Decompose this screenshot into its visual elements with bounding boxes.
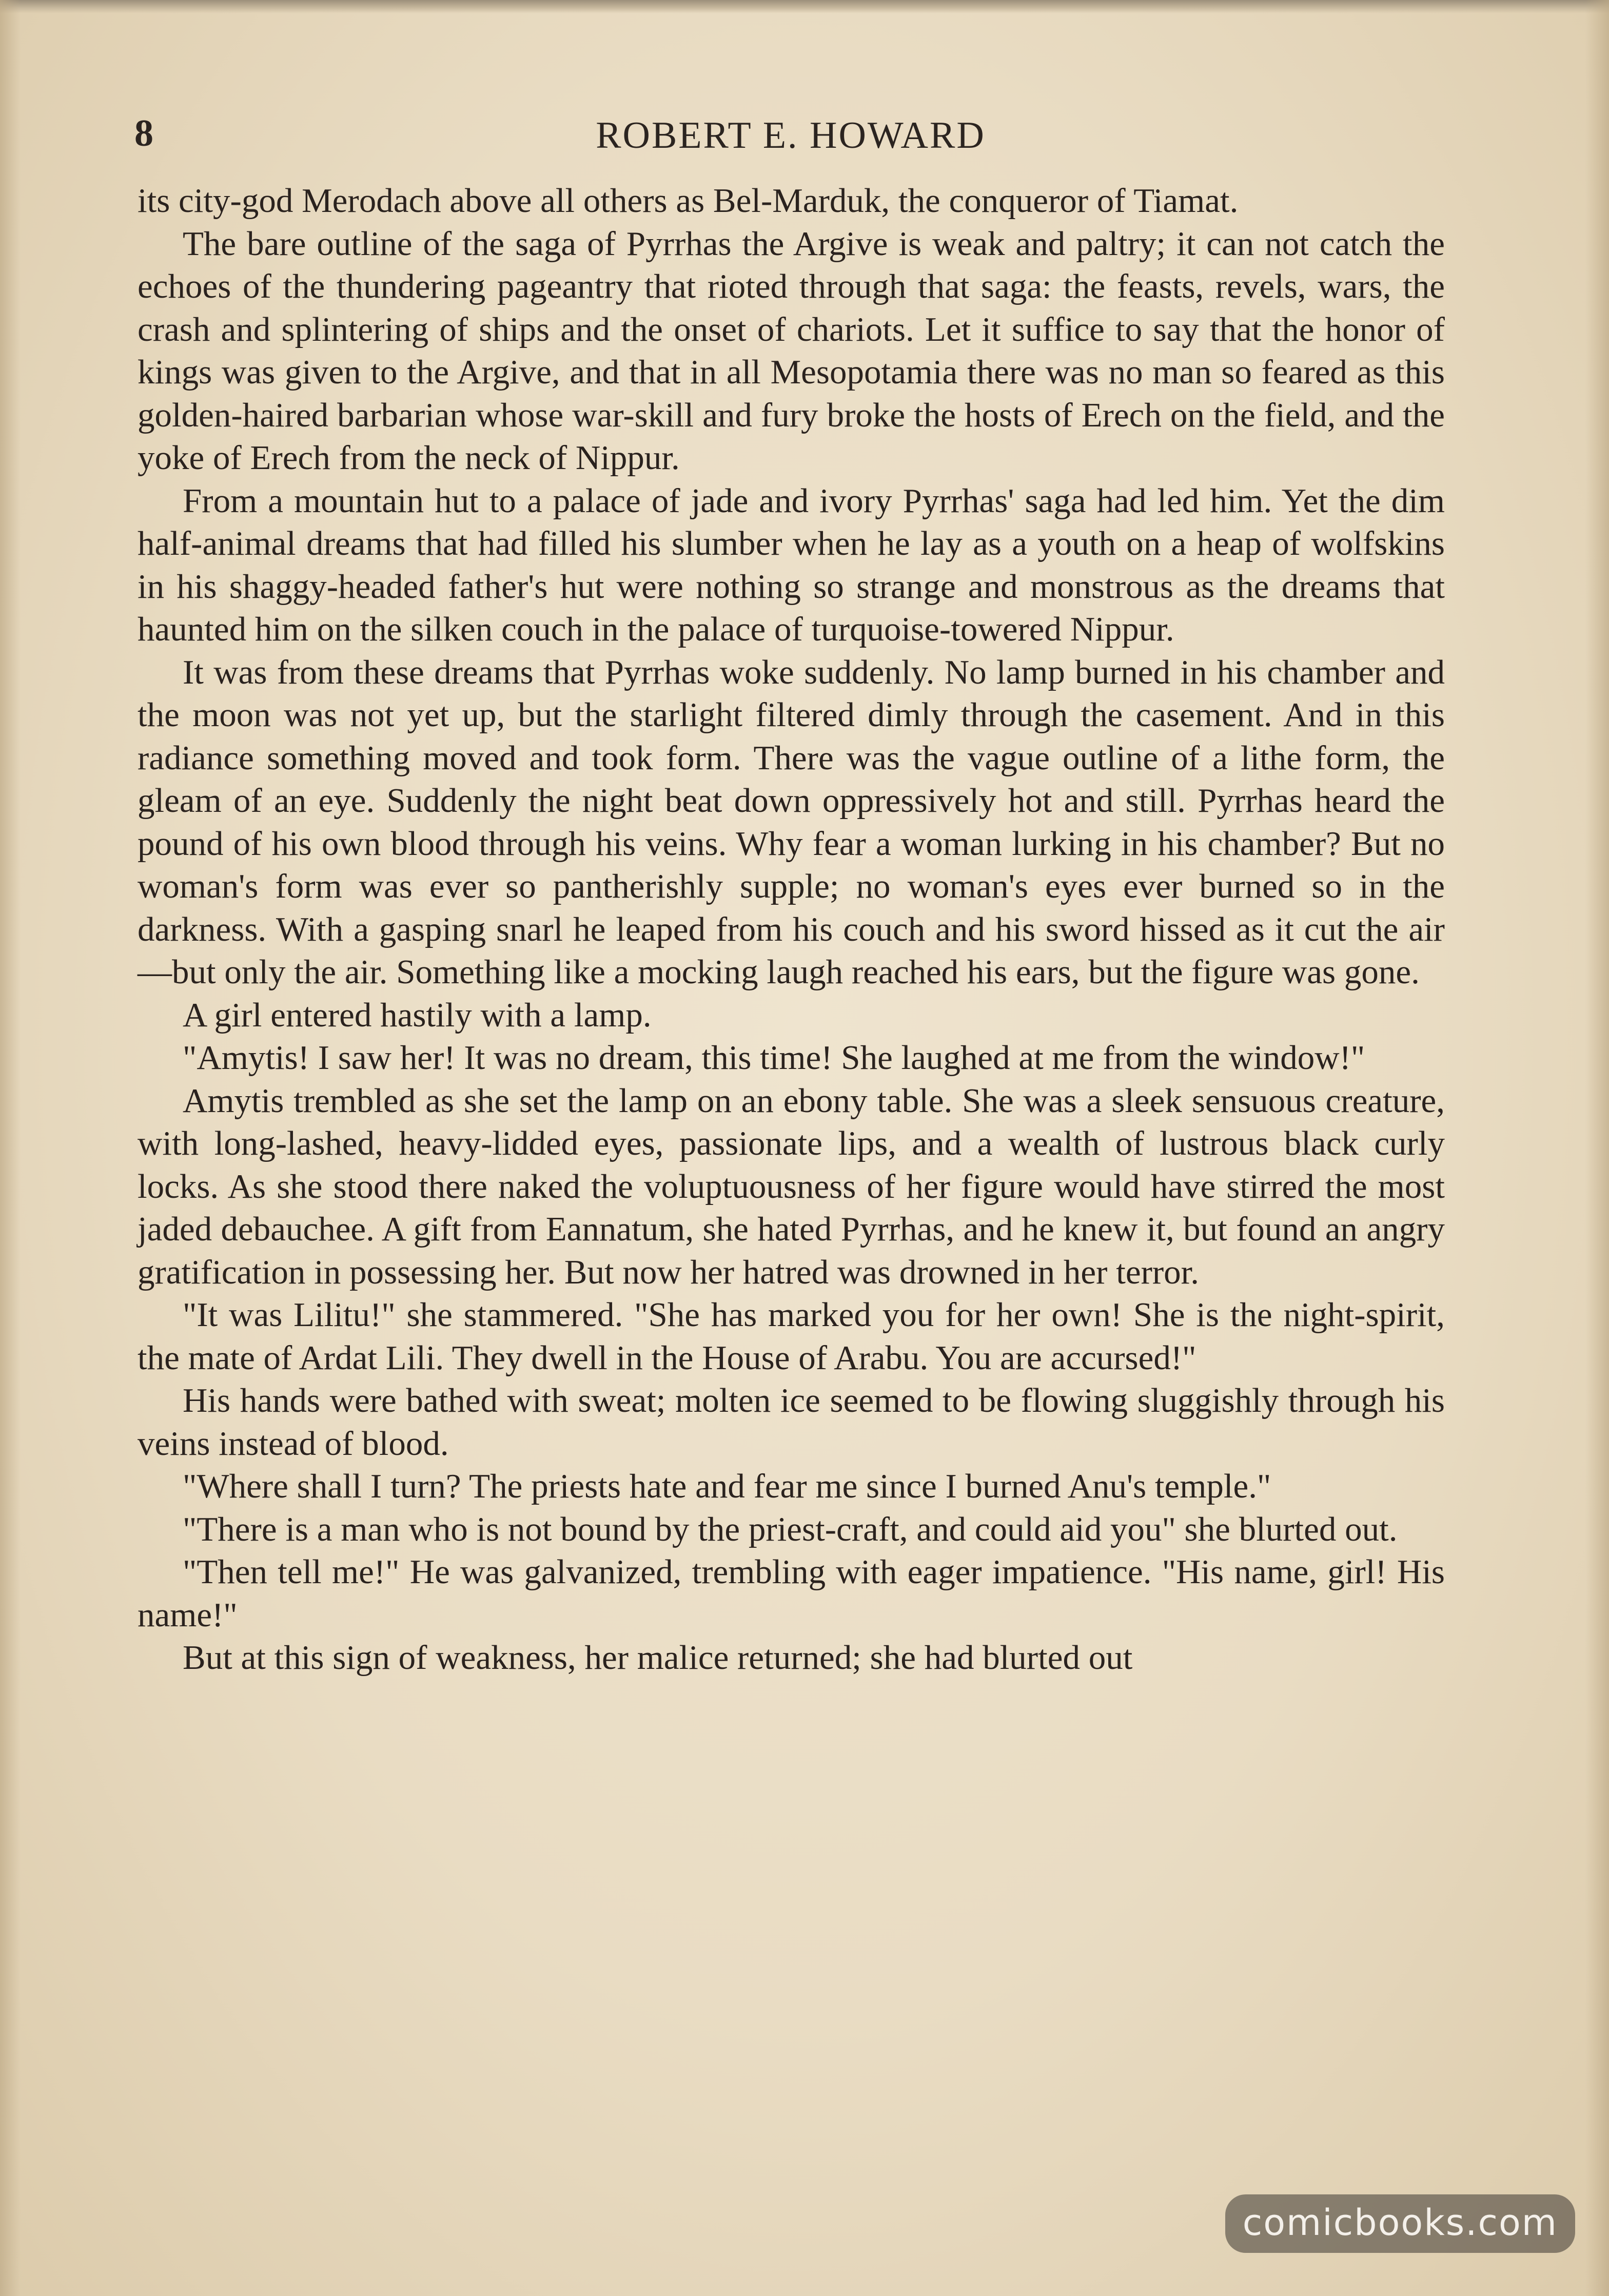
paragraph: "There is a man who is not bound by the priest-craft, and could aid you" she blurted out. xyxy=(183,1510,1398,1548)
page-number: 8 xyxy=(134,112,154,154)
paragraph: Amytis trembled as she set the lamp on an ebony table. She was a sleek sensuous creature, with long-lashed, heavy-lidded eyes, passionate lips, and a wealth of lustrous black curly locks. As she stood there naked the voluptuousness of her figure would have stirred the most jaded debauchee. A gift from Eannatum, she hated Pyrrhas, and he knew it, but found an angry gratification in possessing her. But now her hatred was drowned in her terror. xyxy=(138,1081,1445,1291)
paragraph: A girl entered hastily with a lamp. xyxy=(183,996,652,1034)
paragraph: its city-god Merodach above all others as Bel-Marduk, the conqueror of Tiamat. xyxy=(138,182,1239,220)
body-text xyxy=(138,180,1445,1680)
paragraph: It was from these dreams that Pyrrhas woke suddenly. No lamp burned in his chamber and the moon was not yet up, but the starlight filtered dimly through the casement. And in this radiance something moved and took form. There was the vague outline of a lithe form, the gleam of an eye. Suddenly the night beat down oppressively hot and still. Pyrrhas heard the pound of his own blood through his veins. Why fear a woman lurking in his chamber? But no woman's form was ever so pantherishly supple; no woman's eyes ever burned so in the darkness. With a gasping snarl he leaped from his couch and his sword hissed as it cut the air—but only the air. Something like a mocking laugh reached his ears, but the figure was gone. xyxy=(138,653,1445,991)
paragraph: "It was Lilitu!" she stammered. "She has marked you for her own! She is the night-spirit, the mate of Ardat Lili. They dwell in the House of Arabu. You are accursed!" xyxy=(138,1296,1445,1377)
paragraph: But at this sign of weakness, her malice returned; she had blurted out xyxy=(183,1639,1133,1677)
running-head: ROBERT E. HOWARD xyxy=(596,114,986,157)
page-top-edge xyxy=(0,0,1609,13)
page-left-edge xyxy=(0,0,21,2296)
page-right-edge xyxy=(1585,0,1609,2296)
site-watermark: comicbooks.com xyxy=(1225,2194,1575,2253)
page-header xyxy=(134,112,1447,168)
paragraph: "Where shall I turn? The priests hate and fear me since I burned Anu's temple." xyxy=(183,1467,1271,1505)
paragraph: "Then tell me!" He was galvanized, trembling with eager impatience. "His name, girl! His name!" xyxy=(138,1553,1445,1634)
paragraph: From a mountain hut to a palace of jade and ivory Pyrrhas' saga had led him. Yet the dim half-animal dreams that had filled his slumber when he lay as a youth on a heap of wolfskins in his shaggy-headed father's hut were nothing so strange and monstrous as the dreams that haunted him on the silken couch in the palace of turquoise-towered Nippur. xyxy=(138,481,1445,648)
paragraph: His hands were bathed with sweat; molten ice seemed to be flowing sluggishly through his veins instead of blood. xyxy=(138,1382,1445,1463)
paragraph: The bare outline of the saga of Pyrrhas the Argive is weak and paltry; it can not catch the echoes of the thundering pageantry that rioted through that saga: the feasts, revels, wars, the crash and splintering of ships and the onset of chariots. Let it suffice to say that the honor of kings was given to the Argive, and that in all Mesopotamia there was no man so feared as this golden-haired barbarian whose war-skill and fury broke the hosts of Erech on the field, and the yoke of Erech from the neck of Nippur. xyxy=(138,224,1445,477)
paragraph: "Amytis! I saw her! It was no dream, this time! She laughed at me from the window!" xyxy=(183,1039,1365,1077)
